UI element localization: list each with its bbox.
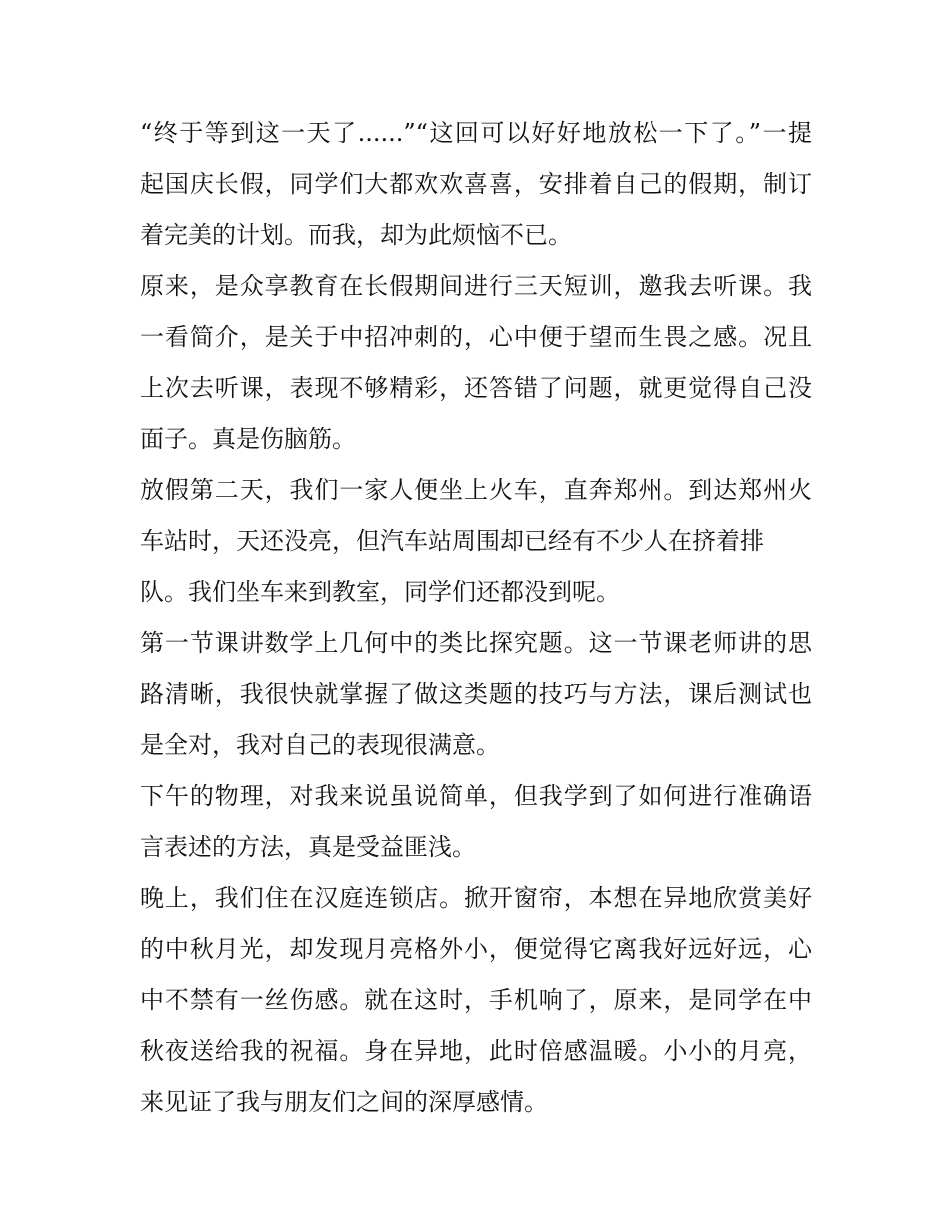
text-line: 队。我们坐车来到教室，同学们还都没到呢。 xyxy=(140,578,620,606)
text-line: 着完美的计划。而我，却为此烦恼不已。 xyxy=(140,221,572,249)
text-line: 言表述的方法，真是受益匪浅。 xyxy=(140,833,476,861)
text-line: 晚上，我们住在汉庭连锁店。掀开窗帘，本想在异地欣赏美好 xyxy=(140,884,812,912)
text-line: 面子。真是伤脑筋。 xyxy=(140,425,356,453)
text-line: 是全对，我对自己的表现很满意。 xyxy=(140,731,500,759)
text-line: 秋夜送给我的祝福。身在异地，此时倍感温暖。小小的月亮， xyxy=(140,1037,812,1065)
text-line: 一看简介，是关于中招冲刺的，心中便于望而生畏之感。况且 xyxy=(140,323,812,351)
text-line: 上次去听课，表现不够精彩，还答错了问题，就更觉得自己没 xyxy=(140,374,812,402)
text-line: 原来，是众享教育在长假期间进行三天短训，邀我去听课。我 xyxy=(140,272,812,300)
text-line: “终于等到这一天了......”“这回可以好好地放松一下了。”一提 xyxy=(140,119,812,147)
text-line: 车站时，天还没亮，但汽车站周围却已经有不少人在挤着排 xyxy=(140,527,764,555)
text-line: 下午的物理，对我来说虽说简单，但我学到了如何进行准确语 xyxy=(140,782,812,810)
text-line: 中不禁有一丝伤感。就在这时，手机响了，原来，是同学在中 xyxy=(140,986,812,1014)
text-line: 的中秋月光，却发现月亮格外小，便觉得它离我好远好远，心 xyxy=(140,935,812,963)
text-line: 路清晰，我很快就掌握了做这类题的技巧与方法，课后测试也 xyxy=(140,680,812,708)
text-line: 来见证了我与朋友们之间的深厚感情。 xyxy=(140,1088,548,1116)
text-line: 第一节课讲数学上几何中的类比探究题。这一节课老师讲的思 xyxy=(140,629,812,657)
document-body xyxy=(140,108,812,1128)
text-line: 起国庆长假，同学们大都欢欢喜喜，安排着自己的假期，制订 xyxy=(140,170,812,198)
text-line: 放假第二天，我们一家人便坐上火车，直奔郑州。到达郑州火 xyxy=(140,476,812,504)
